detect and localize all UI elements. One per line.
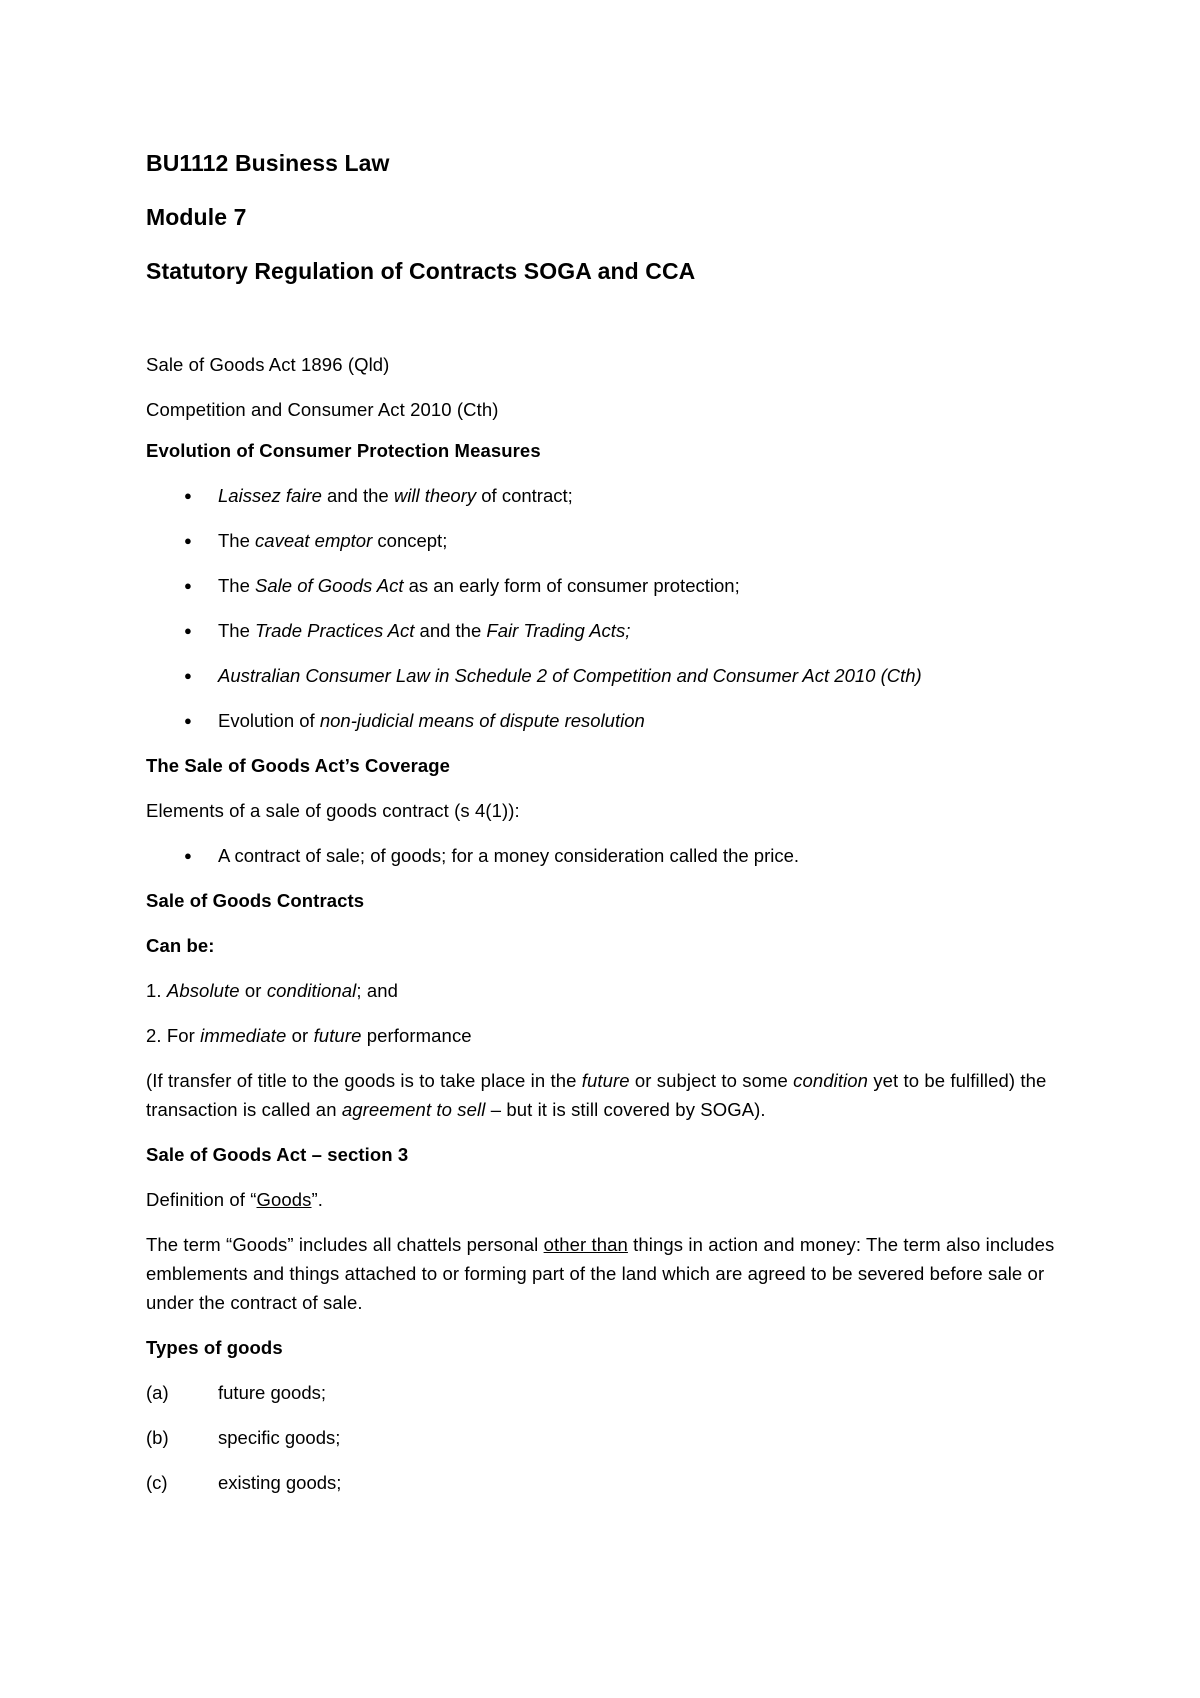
topic-title: Statutory Regulation of Contracts SOGA and CCA bbox=[146, 258, 696, 284]
item-text: future goods; bbox=[218, 1382, 326, 1403]
agreement-to-sell-note: (If transfer of title to the goods is to take place in the future or subject to some condition yet to be fulfilled) the transaction is called an agreement to sell – but it is still covered by SOGA). bbox=[146, 1070, 1047, 1120]
list-item: ● Evolution of non-judicial means of dispute resolution bbox=[146, 706, 1076, 735]
document-body bbox=[146, 148, 1076, 1513]
list-item: ● Laissez faire and the will theory of contract; bbox=[146, 481, 1076, 510]
bullet-icon: ● bbox=[184, 623, 192, 638]
item-text: existing goods; bbox=[218, 1472, 342, 1493]
section-heading-coverage: The Sale of Goods Act’s Coverage bbox=[146, 755, 451, 776]
course-title: BU1112 Business Law bbox=[146, 150, 390, 176]
list-item bbox=[146, 1468, 1076, 1497]
bullet-icon: ● bbox=[184, 848, 192, 863]
list-item bbox=[146, 1378, 1076, 1407]
list-item: ● The Sale of Goods Act as an early form of consumer protection; bbox=[146, 571, 1076, 600]
coverage-elements: Elements of a sale of goods contract (s 4(1)): bbox=[146, 800, 520, 821]
evolution-list bbox=[146, 481, 1076, 735]
types-list bbox=[146, 1378, 1076, 1497]
bullet-icon: ● bbox=[184, 578, 192, 593]
item-text: specific goods; bbox=[218, 1427, 341, 1448]
module-title: Module 7 bbox=[146, 204, 247, 230]
section-heading-contracts: Sale of Goods Contracts bbox=[146, 890, 365, 911]
item-label: (b) bbox=[146, 1427, 169, 1448]
list-item: ● A contract of sale; of goods; for a money consideration called the price. bbox=[146, 841, 1076, 870]
list-item: ● Australian Consumer Law in Schedule 2 of Competition and Consumer Act 2010 (Cth) bbox=[146, 661, 1076, 690]
list-item bbox=[146, 1423, 1076, 1452]
bullet-icon: ● bbox=[184, 713, 192, 728]
can-be-label: Can be: bbox=[146, 935, 215, 956]
goods-term-paragraph: The term “Goods” includes all chattels personal other than things in action and money: The term also includes emblements and things attached to or forming part of the land which are agreed to be severed before sale or under the contract of sale. bbox=[146, 1234, 1055, 1313]
section-heading-section3: Sale of Goods Act – section 3 bbox=[146, 1144, 409, 1165]
bullet-icon: ● bbox=[184, 668, 192, 683]
bullet-icon: ● bbox=[184, 488, 192, 503]
contract-type-2: 2. For immediate or future performance bbox=[146, 1025, 472, 1046]
list-item: ● The caveat emptor concept; bbox=[146, 526, 1076, 555]
item-label: (c) bbox=[146, 1472, 168, 1493]
act-reference-cca: Competition and Consumer Act 2010 (Cth) bbox=[146, 399, 499, 420]
item-label: (a) bbox=[146, 1382, 169, 1403]
coverage-list bbox=[146, 841, 1076, 870]
section-heading-evolution: Evolution of Consumer Protection Measures bbox=[146, 440, 541, 461]
goods-definition: Definition of “Goods”. bbox=[146, 1189, 324, 1210]
section-heading-types: Types of goods bbox=[146, 1337, 283, 1358]
list-item: ● The Trade Practices Act and the Fair Trading Acts; bbox=[146, 616, 1076, 645]
act-reference-soga: Sale of Goods Act 1896 (Qld) bbox=[146, 354, 390, 375]
bullet-icon: ● bbox=[184, 533, 192, 548]
contract-type-1: 1. Absolute or conditional; and bbox=[146, 980, 399, 1001]
